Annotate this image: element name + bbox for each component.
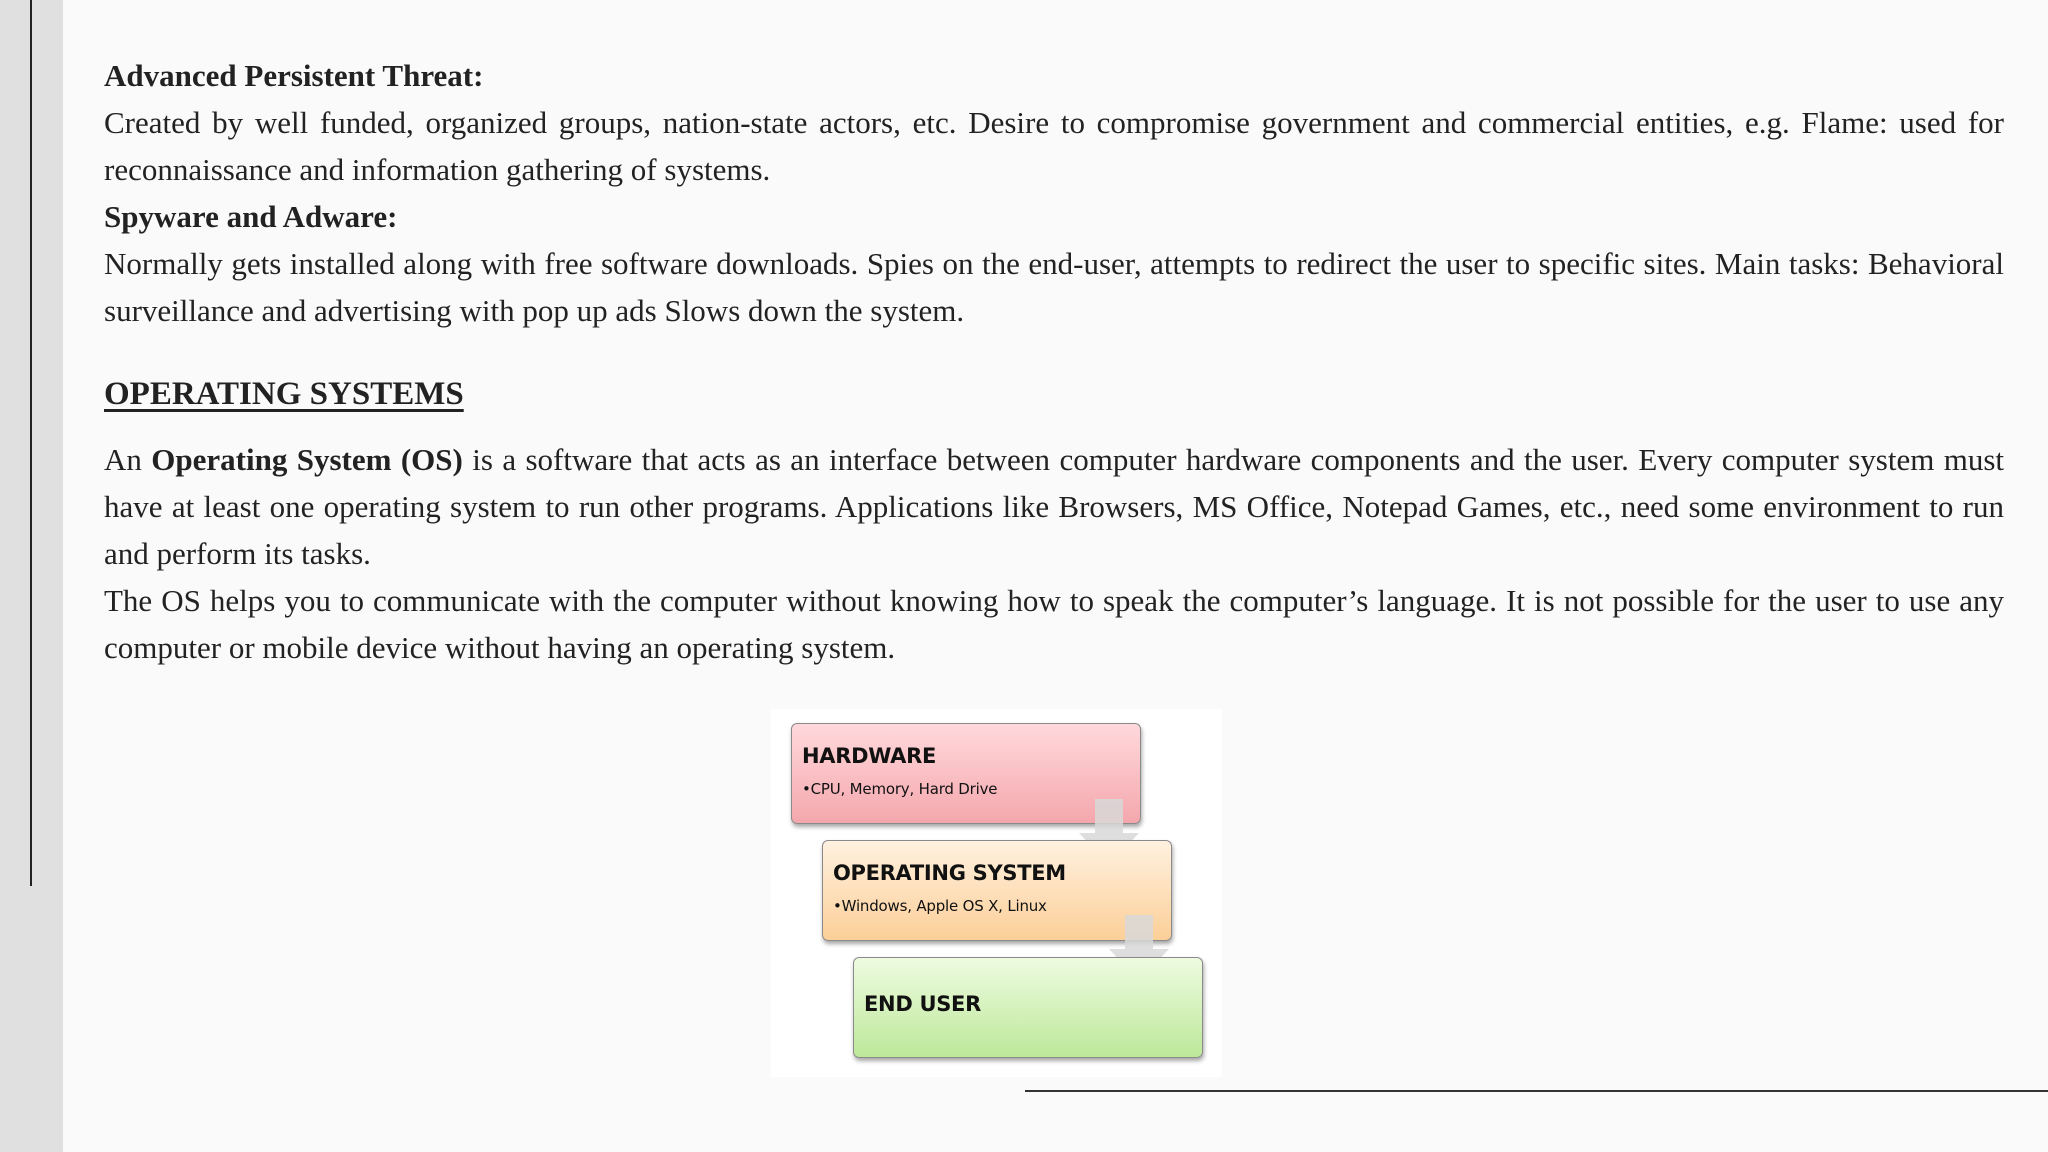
- os-term-bold: Operating System (OS): [151, 442, 463, 477]
- spyware-text: Normally gets installed along with free software downloads. Spies on the end-user, attempts to redirect the user to specific sites. Main tasks: Behavioral surveillance and advertising with pop up ads Slows down the system.: [104, 246, 2004, 328]
- os-box-title: OPERATING SYSTEM: [833, 861, 1066, 885]
- apt-text: Created by well funded, organized groups, nation-state actors, etc. Desire to compromise government and commercial entities, e.g. Flame: used for reconnaissance and information gathering of systems.: [104, 105, 2004, 187]
- section-title-operating-systems: OPERATING SYSTEMS: [104, 376, 464, 412]
- os-box-subtitle: •Windows, Apple OS X, Linux: [833, 897, 1047, 915]
- bottom-rule: [1025, 1090, 2048, 1092]
- hardware-title: HARDWARE: [802, 744, 937, 768]
- document-body: [104, 52, 2004, 671]
- margin-line: [30, 0, 32, 886]
- os-paragraph-1: [104, 436, 2004, 577]
- end-user-box: [853, 957, 1203, 1058]
- end-user-title: END USER: [864, 992, 981, 1016]
- os-p1-rest: is a software that acts as an interface between computer hardware components and the user. Every computer system must have at least one operating system to run other programs. Applications like Browsers, MS Office, Notepad Games, etc., need some environment to run and perform its tasks.: [104, 442, 2005, 571]
- spyware-heading: Spyware and Adware:: [104, 199, 398, 234]
- apt-heading: Advanced Persistent Threat:: [104, 58, 484, 93]
- hardware-subtitle: •CPU, Memory, Hard Drive: [802, 780, 998, 798]
- os-paragraph-2: The OS helps you to communicate with the computer without knowing how to speak the computer’s language. It is not possible for the user to use any computer or mobile device without having an operating system.: [104, 583, 2004, 665]
- os-p1-lead: An: [104, 442, 152, 477]
- os-layers-diagram: [771, 709, 1222, 1077]
